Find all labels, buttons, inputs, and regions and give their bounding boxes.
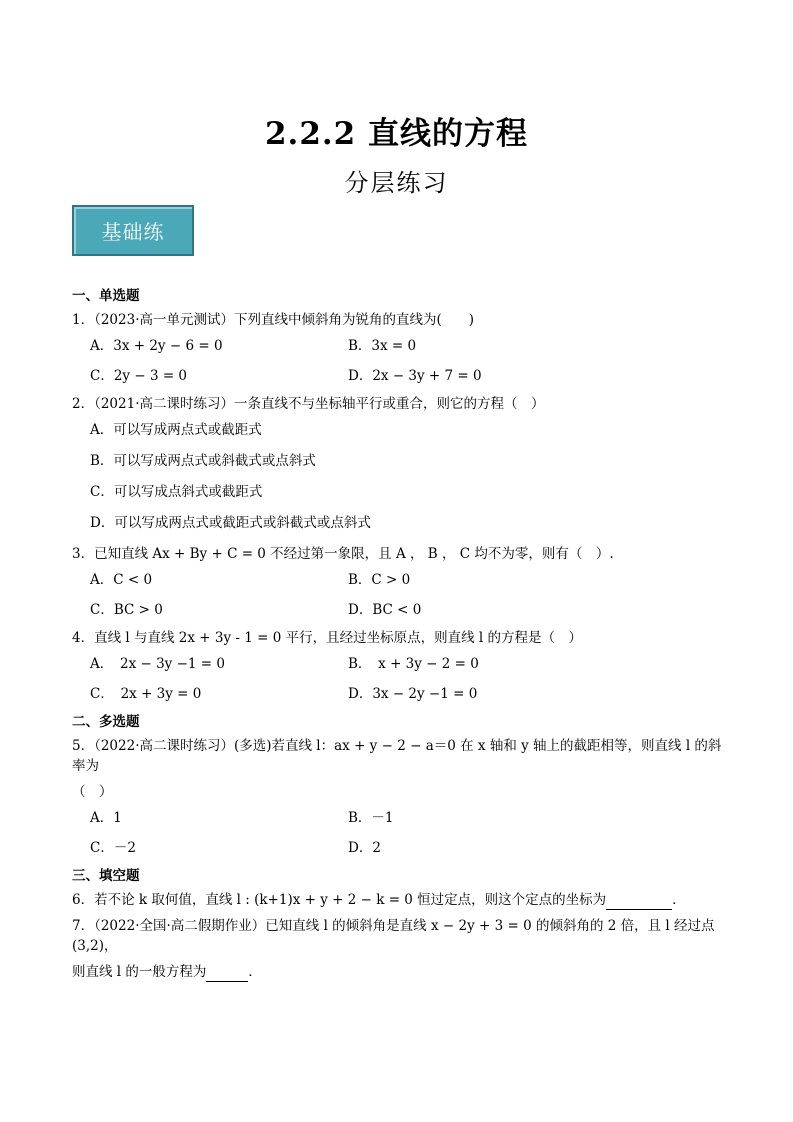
level-badge: 基础练 (72, 205, 194, 256)
q3-option-c: C．BC > 0 (90, 602, 163, 618)
question-6-end: ． (672, 892, 686, 908)
question-7-end: ． (248, 964, 262, 980)
q1-option-d: D．2x − 3y + 7 = 0 (348, 368, 482, 384)
q5-option-c: C．－2 (90, 840, 136, 856)
answer-blank-6[interactable] (606, 895, 672, 910)
question-7-line2 (72, 962, 732, 982)
question-3-stem: 3．已知直线 Ax + By + C = 0 不经过第一象限，且 A ， B ， C 均不为零，则有（ ）. (72, 546, 614, 562)
question-1-stem: 1．（2023·高一单元测试）下列直线中倾斜角为锐角的直线为( ) (72, 312, 475, 328)
question-4-stem: 4．直线 l 与直线 2x + 3y - 1 = 0 平行，且经过坐标原点，则直线 l 的方程是（ ） (72, 630, 582, 646)
q4-option-c: C． 2x + 3y = 0 (90, 686, 202, 702)
q2-option-d: D．可以写成两点式或截距式或斜截式或点斜式 (90, 515, 371, 531)
q3-option-b: B．C > 0 (348, 572, 411, 588)
q4-option-d: D．3x − 2y −1 = 0 (348, 686, 478, 702)
q1-option-c: C．2y − 3 = 0 (90, 368, 188, 384)
q1-option-b: B．3x = 0 (348, 338, 417, 354)
q2-option-a: A．可以写成两点式或截距式 (90, 422, 262, 438)
q1-option-a: A．3x + 2y − 6 = 0 (90, 338, 223, 354)
question-4-options (90, 654, 732, 704)
question-5-stem: 5．（2022·高二课时练习）(多选)若直线 l：ax + y − 2 − a＝0 在 x 轴和 y 轴上的截距相等，则直线 l 的斜率为 (72, 738, 722, 774)
question-2-stem: 2．（2021·高二课时练习）一条直线不与坐标轴平行或重合，则它的方程（ ） (72, 396, 545, 412)
question-5-options (90, 808, 732, 858)
q4-option-b: B． x + 3y − 2 = 0 (348, 656, 479, 672)
section-single-choice: 一、单选题 (72, 288, 140, 304)
question-7-stem: 7．（2022·全国·高二假期作业）已知直线 l 的倾斜角是直线 x − 2y + 3 = 0 的倾斜角的 2 倍，且 l 经过点 (3,2)， (72, 918, 715, 954)
q5-option-b: B．－1 (348, 810, 394, 826)
q3-option-a: A．C < 0 (90, 572, 153, 588)
section-multiple-choice: 二、多选题 (72, 714, 140, 730)
q2-option-b: B．可以写成两点式或斜截式或点斜式 (90, 453, 316, 469)
page-title: 2.2.2 直线的方程 (264, 116, 529, 152)
question-6-stem: 6．若不论 k 取何值，直线 l : (k+1)x + y + 2 − k = 0 恒过定点，则这个定点的坐标为 (72, 892, 607, 908)
question-7-stem-cont: 则直线 l 的一般方程为 (72, 964, 207, 980)
q4-option-a: A． 2x − 3y −1 = 0 (90, 656, 225, 672)
question-1-options (90, 336, 732, 386)
answer-blank-7[interactable] (206, 967, 248, 982)
page-subtitle: 分层练习 (344, 169, 449, 197)
question-3-options (90, 570, 732, 620)
section-fill-blank: 三、填空题 (72, 868, 140, 884)
question-6 (72, 890, 732, 910)
question-5-stem-cont: （ ） (72, 784, 113, 800)
q3-option-d: D．BC < 0 (348, 602, 422, 618)
q2-option-c: C．可以写成点斜式或截距式 (90, 484, 263, 500)
question-2-options (90, 420, 732, 533)
q5-option-a: A．1 (90, 810, 122, 826)
question-content (72, 286, 732, 988)
q5-option-d: D．2 (348, 840, 381, 856)
